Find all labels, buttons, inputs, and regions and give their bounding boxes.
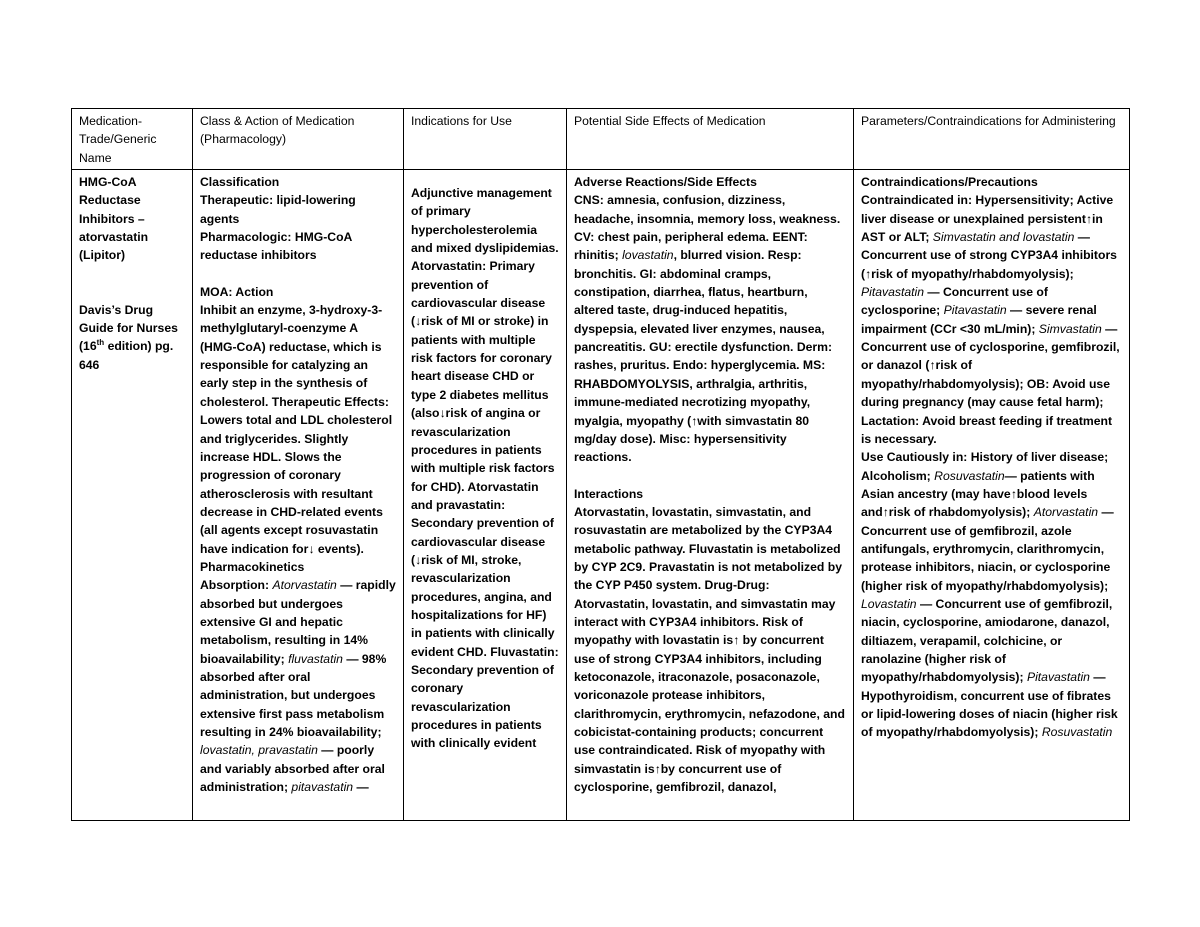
pharmacologic-class: Pharmacologic: HMG-CoA reductase inhibitors <box>200 230 352 263</box>
therapeutic-class: Therapeutic: lipid-lowering agents <box>200 193 356 226</box>
adverse-text: CNS: amnesia, confusion, dizziness, headache, insomnia, memory loss, weakness. CV: chest pain, peripheral edema. EENT: rhinitis; lovastatin, blurred vision. Resp: bronchitis. GI: abdominal cramps, constipation, diarrhea, flatus, heartburn, altered taste, drug-induced hepatitis, dyspepsia, elevated liver enzymes, nausea, pancreatitis. GU: erectile dysfunction. Derm: rashes, pruritus. Endo: hyperglycemia. MS: RHABDOMYOLYSIS, arthralgia, arthritis, immune-mediated necrotizing myopathy, myalgia, myopathy (↑with simvastatin 80 mg/day dose). Misc: hypersensitivity reactions. <box>574 193 841 465</box>
header-medication: Medication- Trade/Generic Name <box>72 109 193 170</box>
indications-text: Adjunctive management of primary hypercholesterolemia and mixed dyslipidemias. Atorvastatin: Primary prevention of cardiovascular disease (↓risk of MI or stroke) in patients with multiple risk factors for coronary heart disease CHD or type 2 diabetes mellitus (also↓risk of angina or revascularization procedures in patients with multiple risk factors for CHD). Atorvastatin and pravastatin: Secondary prevention of cardiovascular disease (↓risk of MI, stroke, revascularization procedures, angina, and hospitalizations for HF) in patients with clinically evident CHD. Fluvastatin: Secondary prevention of coronary revascularization procedures in patients with clinically evident <box>411 186 559 751</box>
drug-guide-source: Davis’s Drug Guide for Nurses (16th edition) pg. 646 <box>79 302 178 372</box>
header-indications: Indications for Use <box>404 109 567 170</box>
use-cautiously-text: Use Cautiously in: History of liver disease; Alcoholism; Rosuvastatin— patients with Asian ancestry (may have↑blood levels and↑risk of rhabdomyolysis); Atorvastatin — Concurrent use of gemfibrozil, azole antifungals, erythromycin, clarithromycin, protease inhibitors, niacin, or cyclosporine (higher risk of myopathy/rhabdomyolysis); Lovastatin — Concurrent use of gemfibrozil, niacin, cyclosporine, amiodarone, danazol, diltiazem, verapamil, colchicine, or ranolazine (higher risk of myopathy/rhabdomyolysis); Pitavastatin — Hypothyroidism, concurrent use of fibrates or lipid-lowering doses of niacin (higher risk of myopathy/rhabdomyolysis); Rosuvastatin <box>861 450 1118 740</box>
header-class-action: Class & Action of Medication (Pharmacology) <box>193 109 404 170</box>
interactions-text: Atorvastatin, lovastatin, simvastatin, and rosuvastatin are metabolized by the CYP3A4 metabolic pathway. Fluvastatin is metabolized by CYP 2C9. Pravastatin is not metabolized by the CYP P450 system. Drug-Drug: Atorvastatin, lovastatin, and simvastatin may interact with CYP3A4 inhibitors. Risk of myopathy with lovastatin is↑ by concurrent use of strong CYP3A4 inhibitors, including ketoconazole, itraconazole, posaconazole, voriconazole protease inhibitors, clarithromycin, erythromycin, nefazodone, and cobicistat-containing products; concurrent use contraindicated. Risk of myopathy with simvastatin is↑by concurrent use of cyclosporine, gemfibrozil, danazol, <box>574 504 845 795</box>
header-side-effects: Potential Side Effects of Medication <box>567 109 854 170</box>
cell-medication <box>72 170 193 821</box>
moa-text: Inhibit an enzyme, 3-hydroxy-3-methylglutaryl-coenzyme A (HMG-CoA) reductase, which is responsible for catalyzing an early step in the synthesis of cholesterol. Therapeutic Effects: Lowers total and LDL cholesterol and triglycerides. Slightly increase HDL. Slows the progression of coronary atherosclerosis with resultant decrease in CHD-related events (all agents except rosuvastatin have indication for↓ events). <box>200 303 393 556</box>
absorption-text: Absorption: Atorvastatin — rapidly absorbed but undergoes extensive GI and hepatic metabolism, resulting in 14% bioavailability; fluvastatin — 98% absorbed after oral administration, but undergoes extensive first pass metabolism resulting in 24% bioavailability; lovastatin, pravastatin — poorly and variably absorbed after oral administration; pitavastatin — <box>200 578 396 795</box>
contraindications-text: Contraindicated in: Hypersensitivity; Active liver disease or unexplained persistent↑in AST or ALT; Simvastatin and lovastatin — Concurrent use of strong CYP3A4 inhibitors (↑risk of myopathy/rhabdomyolysis); Pitavastatin — Concurrent use of cyclosporine; Pitavastatin — severe renal impairment (CCr <30 mL/min); Simvastatin — Concurrent use of cyclosporine, gemfibrozil, or danazol (↑risk of myopathy/rhabdomyolysis); OB: Avoid use during pregnancy (may cause fetal harm); Lactation: Avoid breast feeding if treatment is necessary. <box>861 193 1120 446</box>
medication-name: HMG-CoA Reductase Inhibitors – atorvastatin (Lipitor) <box>79 175 149 263</box>
header-row <box>72 109 1130 170</box>
pharmacokinetics-heading: Pharmacokinetics <box>200 559 305 574</box>
classification-heading: Classification <box>200 175 280 190</box>
cell-indications <box>404 170 567 821</box>
cell-class-action <box>193 170 404 821</box>
cell-side-effects <box>567 170 854 821</box>
header-parameters: Parameters/Contraindications for Administering <box>854 109 1130 170</box>
cell-parameters <box>854 170 1130 821</box>
interactions-heading: Interactions <box>574 486 644 501</box>
content-row <box>72 170 1130 821</box>
moa-heading: MOA: Action <box>200 284 274 299</box>
medication-table <box>71 108 1130 821</box>
adverse-heading: Adverse Reactions/Side Effects <box>574 175 757 190</box>
contraindications-heading: Contraindications/Precautions <box>861 175 1038 190</box>
